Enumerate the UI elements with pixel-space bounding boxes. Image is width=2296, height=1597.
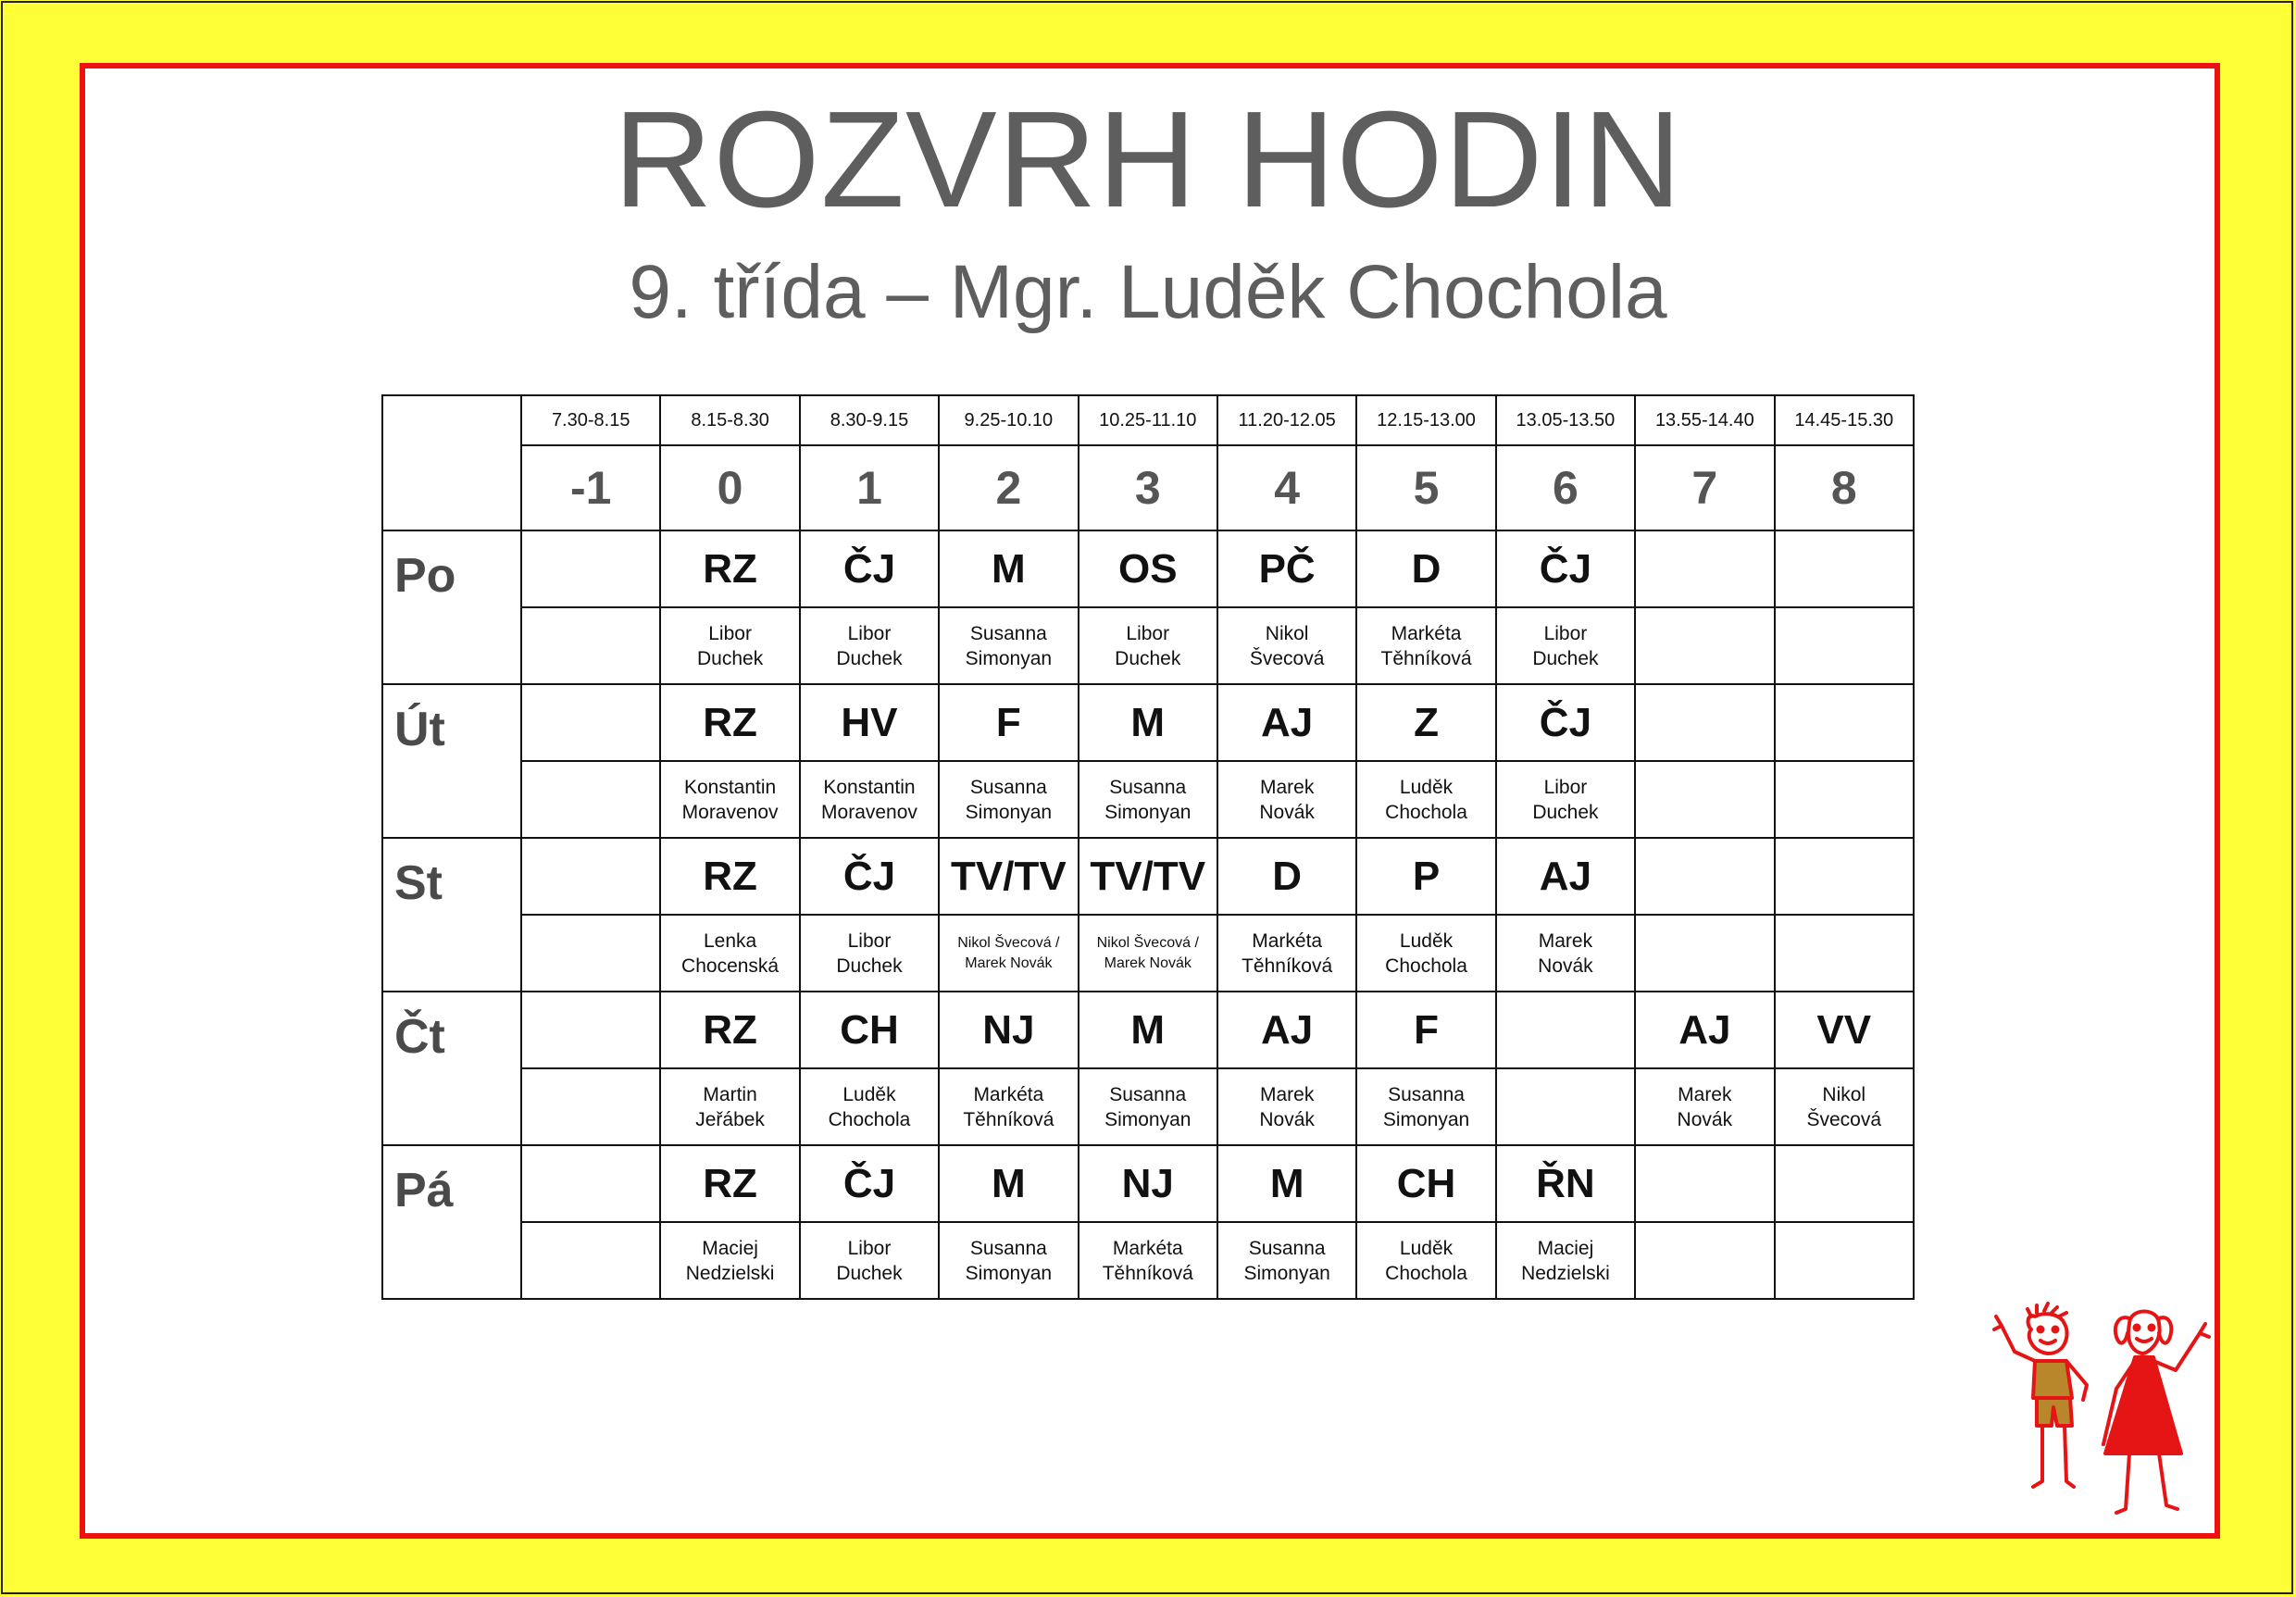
teacher-first-line: Luděk [842, 1083, 896, 1105]
teacher-first-line: Susanna [969, 776, 1047, 798]
teacher-row [382, 1222, 1914, 1299]
teacher-first-line: Markéta [1112, 1237, 1183, 1259]
teacher-cell [1356, 915, 1495, 992]
subject-cell: ČJ [1496, 530, 1635, 607]
subject-cell [521, 992, 660, 1068]
subject-cell: AJ [1217, 684, 1356, 761]
teacher-cell [521, 1068, 660, 1145]
time-row [382, 395, 1914, 445]
subject-cell: PČ [1217, 530, 1356, 607]
teacher-second-line: Simonyan [965, 647, 1053, 669]
subject-cell: F [939, 684, 1078, 761]
teacher-second-line: Duchek [696, 647, 764, 669]
teacher-second-line: Těhníková [1102, 1262, 1193, 1284]
teacher-first-line: Markéta [1391, 622, 1462, 644]
teacher-first-line: Marek [1259, 1083, 1315, 1105]
teacher-second-line: Duchek [1532, 801, 1599, 823]
subject-cell: CH [1356, 1145, 1495, 1222]
teacher-first-line: Nikol [1265, 622, 1309, 644]
subject-cell: AJ [1496, 838, 1635, 915]
teacher-second-line: Švecová [1806, 1108, 1882, 1130]
teacher-cell [1635, 1222, 1774, 1299]
teacher-first-line: Marek [1259, 776, 1315, 798]
teacher-second-line: Simonyan [965, 1262, 1053, 1284]
teacher-second-line: Marek Novák [965, 954, 1053, 971]
subject-cell: VV [1775, 992, 1914, 1068]
teacher-cell [1217, 761, 1356, 838]
boy-figure-icon [1994, 1304, 2087, 1487]
teacher-second-line: Těhníková [1242, 954, 1333, 977]
teacher-cell [521, 761, 660, 838]
teacher-first-line: Susanna [969, 1237, 1047, 1259]
subject-cell: M [939, 1145, 1078, 1222]
teacher-second-line: Novák [1259, 801, 1315, 823]
page-subtitle: 9. třída – Mgr. Luděk Chochola [629, 250, 1667, 334]
teacher-row [382, 915, 1914, 992]
teacher-second-line: Těhníková [1380, 647, 1472, 669]
teacher-first-line: Libor [708, 622, 752, 644]
period-number: 8 [1775, 445, 1914, 530]
subject-cell: HV [800, 684, 939, 761]
day-label: St [382, 838, 521, 992]
day-label: Út [382, 684, 521, 838]
subject-cell [1775, 1145, 1914, 1222]
subject-row [382, 530, 1914, 607]
subject-cell [1635, 1145, 1774, 1222]
teacher-second-line: Jeřábek [695, 1108, 765, 1130]
teacher-second-line: Chochola [1385, 954, 1467, 977]
teacher-first-line: Libor [1543, 622, 1588, 644]
teacher-first-line: Luděk [1399, 1237, 1454, 1259]
day-label: Pá [382, 1145, 521, 1299]
teacher-first-line: Markéta [1252, 930, 1323, 952]
teacher-second-line: Těhníková [963, 1108, 1054, 1130]
period-number: 0 [660, 445, 799, 530]
teacher-second-line: Duchek [836, 954, 903, 977]
teacher-first-line: Susanna [1109, 1083, 1187, 1105]
teacher-cell [1217, 915, 1356, 992]
subject-cell: ŘN [1496, 1145, 1635, 1222]
teacher-second-line: Chochola [1385, 801, 1467, 823]
subject-cell: AJ [1217, 992, 1356, 1068]
teacher-cell [660, 915, 799, 992]
teacher-row [382, 761, 1914, 838]
subject-cell [1775, 838, 1914, 915]
teacher-second-line: Novák [1259, 1108, 1315, 1130]
teacher-cell [1079, 1068, 1217, 1145]
teacher-cell [1217, 607, 1356, 684]
teacher-cell [1356, 1222, 1495, 1299]
teacher-cell [1775, 1222, 1914, 1299]
teacher-first-line: Susanna [1388, 1083, 1465, 1105]
teacher-cell [939, 1222, 1078, 1299]
teacher-cell [660, 1068, 799, 1145]
teacher-cell [1496, 1068, 1635, 1145]
teacher-first-line: Libor [847, 622, 892, 644]
subject-cell: M [1217, 1145, 1356, 1222]
subject-row [382, 1145, 1914, 1222]
teacher-second-line: Nedzielski [685, 1262, 775, 1284]
teacher-second-line: Chochola [1385, 1262, 1467, 1284]
teacher-second-line: Simonyan [965, 801, 1053, 823]
teacher-cell [800, 915, 939, 992]
teacher-cell [1635, 1068, 1774, 1145]
period-number: 2 [939, 445, 1078, 530]
subject-cell: AJ [1635, 992, 1774, 1068]
teacher-cell [1079, 1222, 1217, 1299]
teacher-second-line: Simonyan [1243, 1262, 1330, 1284]
teacher-second-line: Duchek [1532, 647, 1599, 669]
subject-cell: F [1356, 992, 1495, 1068]
subject-cell [521, 1145, 660, 1222]
teacher-cell [521, 1222, 660, 1299]
teacher-first-line: Konstantin [823, 776, 916, 798]
teacher-cell [800, 1222, 939, 1299]
teacher-first-line: Nikol Švecová / [957, 934, 1060, 951]
teacher-cell [1217, 1068, 1356, 1145]
subject-cell: RZ [660, 530, 799, 607]
teacher-first-line: Markéta [973, 1083, 1044, 1105]
subject-row [382, 838, 1914, 915]
teacher-second-line: Chocenská [681, 954, 780, 977]
teacher-second-line: Duchek [836, 647, 903, 669]
subject-row [382, 992, 1914, 1068]
period-number: 3 [1079, 445, 1217, 530]
day-label: Čt [382, 992, 521, 1145]
period-number: 4 [1217, 445, 1356, 530]
period-number: 5 [1356, 445, 1495, 530]
timetable [381, 394, 1915, 1300]
teacher-cell [1635, 761, 1774, 838]
subject-cell [1775, 684, 1914, 761]
teacher-second-line: Nedzielski [1521, 1262, 1610, 1284]
teacher-cell [1496, 761, 1635, 838]
kids-drawing-icon [1990, 1296, 2222, 1537]
subject-cell: RZ [660, 1145, 799, 1222]
teacher-cell [1356, 607, 1495, 684]
teacher-second-line: Marek Novák [1104, 954, 1192, 971]
period-number: -1 [521, 445, 660, 530]
girl-figure-icon [2103, 1312, 2209, 1514]
teacher-cell [1496, 915, 1635, 992]
teacher-cell [939, 607, 1078, 684]
subject-cell [1496, 992, 1635, 1068]
teacher-cell [1079, 761, 1217, 838]
teacher-cell [1496, 1222, 1635, 1299]
teacher-first-line: Susanna [1109, 776, 1187, 798]
subject-cell: RZ [660, 684, 799, 761]
subject-cell: TV/TV [939, 838, 1078, 915]
teacher-cell [1079, 607, 1217, 684]
teacher-cell [1496, 607, 1635, 684]
teacher-second-line: Simonyan [1104, 801, 1192, 823]
teacher-cell [521, 915, 660, 992]
time-slot: 13.05-13.50 [1496, 395, 1635, 445]
teacher-first-line: Lenka [703, 930, 757, 952]
teacher-cell [1775, 915, 1914, 992]
teacher-cell [1775, 1068, 1914, 1145]
subject-cell: CH [800, 992, 939, 1068]
teacher-first-line: Martin [703, 1083, 757, 1105]
page-title: ROZVRH HODIN [613, 83, 1683, 236]
teacher-first-line: Libor [1126, 622, 1170, 644]
teacher-cell [1635, 607, 1774, 684]
time-slot: 8.15-8.30 [660, 395, 799, 445]
teacher-cell [800, 607, 939, 684]
teacher-cell [800, 761, 939, 838]
teacher-cell [1356, 761, 1495, 838]
teacher-first-line: Nikol [1822, 1083, 1866, 1105]
period-number: 6 [1496, 445, 1635, 530]
subject-cell: D [1356, 530, 1495, 607]
day-label: Po [382, 530, 521, 684]
teacher-first-line: Libor [1543, 776, 1588, 798]
teacher-first-line: Luděk [1399, 776, 1454, 798]
teacher-first-line: Susanna [1248, 1237, 1326, 1259]
subject-cell: ČJ [800, 1145, 939, 1222]
subject-cell [521, 838, 660, 915]
teacher-second-line: Duchek [1115, 647, 1181, 669]
teacher-first-line: Susanna [969, 622, 1047, 644]
subject-cell: P [1356, 838, 1495, 915]
teacher-second-line: Moravenov [821, 801, 917, 823]
time-slot: 10.25-11.10 [1079, 395, 1217, 445]
teacher-first-line: Maciej [1537, 1237, 1594, 1259]
subject-cell: ČJ [1496, 684, 1635, 761]
teacher-row [382, 607, 1914, 684]
teacher-first-line: Luděk [1399, 930, 1454, 952]
teacher-first-line: Marek [1678, 1083, 1732, 1105]
time-slot: 9.25-10.10 [939, 395, 1078, 445]
subject-cell: Z [1356, 684, 1495, 761]
teacher-second-line: Chochola [828, 1108, 911, 1130]
time-slot: 8.30-9.15 [800, 395, 939, 445]
subject-cell: M [1079, 992, 1217, 1068]
teacher-cell [939, 1068, 1078, 1145]
time-slot: 13.55-14.40 [1635, 395, 1774, 445]
subject-cell [1635, 530, 1774, 607]
subject-cell [1775, 530, 1914, 607]
subject-cell: ČJ [800, 838, 939, 915]
corner-cell [382, 395, 521, 530]
teacher-first-line: Konstantin [683, 776, 777, 798]
period-number: 1 [800, 445, 939, 530]
teacher-cell [1079, 915, 1217, 992]
subject-cell: M [1079, 684, 1217, 761]
subject-cell: NJ [939, 992, 1078, 1068]
teacher-first-line: Marek [1538, 930, 1593, 952]
subject-cell [521, 530, 660, 607]
teacher-first-line: Maciej [702, 1237, 758, 1259]
subject-cell [521, 684, 660, 761]
teacher-cell [660, 1222, 799, 1299]
teacher-row [382, 1068, 1914, 1145]
teacher-cell [1775, 761, 1914, 838]
subject-cell: TV/TV [1079, 838, 1217, 915]
teacher-first-line: Libor [847, 930, 892, 952]
period-number: 7 [1635, 445, 1774, 530]
subject-cell: RZ [660, 992, 799, 1068]
teacher-second-line: Duchek [836, 1262, 903, 1284]
teacher-cell [800, 1068, 939, 1145]
period-row [382, 445, 1914, 530]
teacher-cell [660, 761, 799, 838]
subject-cell: RZ [660, 838, 799, 915]
time-slot: 12.15-13.00 [1356, 395, 1495, 445]
teacher-second-line: Novák [1677, 1108, 1733, 1130]
subject-cell: NJ [1079, 1145, 1217, 1222]
teacher-second-line: Moravenov [681, 801, 779, 823]
teacher-cell [1217, 1222, 1356, 1299]
teacher-cell [939, 915, 1078, 992]
subject-cell: OS [1079, 530, 1217, 607]
teacher-cell [521, 607, 660, 684]
time-slot: 7.30-8.15 [521, 395, 660, 445]
teacher-cell [1775, 607, 1914, 684]
teacher-second-line: Novák [1538, 954, 1593, 977]
teacher-cell [1635, 915, 1774, 992]
teacher-cell [939, 761, 1078, 838]
teacher-second-line: Simonyan [1104, 1108, 1192, 1130]
subject-cell: ČJ [800, 530, 939, 607]
teacher-cell [1356, 1068, 1495, 1145]
subject-cell [1635, 684, 1774, 761]
teacher-first-line: Libor [847, 1237, 892, 1259]
subject-cell [1635, 838, 1774, 915]
teacher-first-line: Nikol Švecová / [1096, 934, 1199, 951]
time-slot: 11.20-12.05 [1217, 395, 1356, 445]
teacher-cell [660, 607, 799, 684]
subject-cell: D [1217, 838, 1356, 915]
teacher-second-line: Simonyan [1382, 1108, 1470, 1130]
subject-row [382, 684, 1914, 761]
subject-cell: M [939, 530, 1078, 607]
time-slot: 14.45-15.30 [1775, 395, 1914, 445]
teacher-second-line: Švecová [1249, 647, 1325, 669]
